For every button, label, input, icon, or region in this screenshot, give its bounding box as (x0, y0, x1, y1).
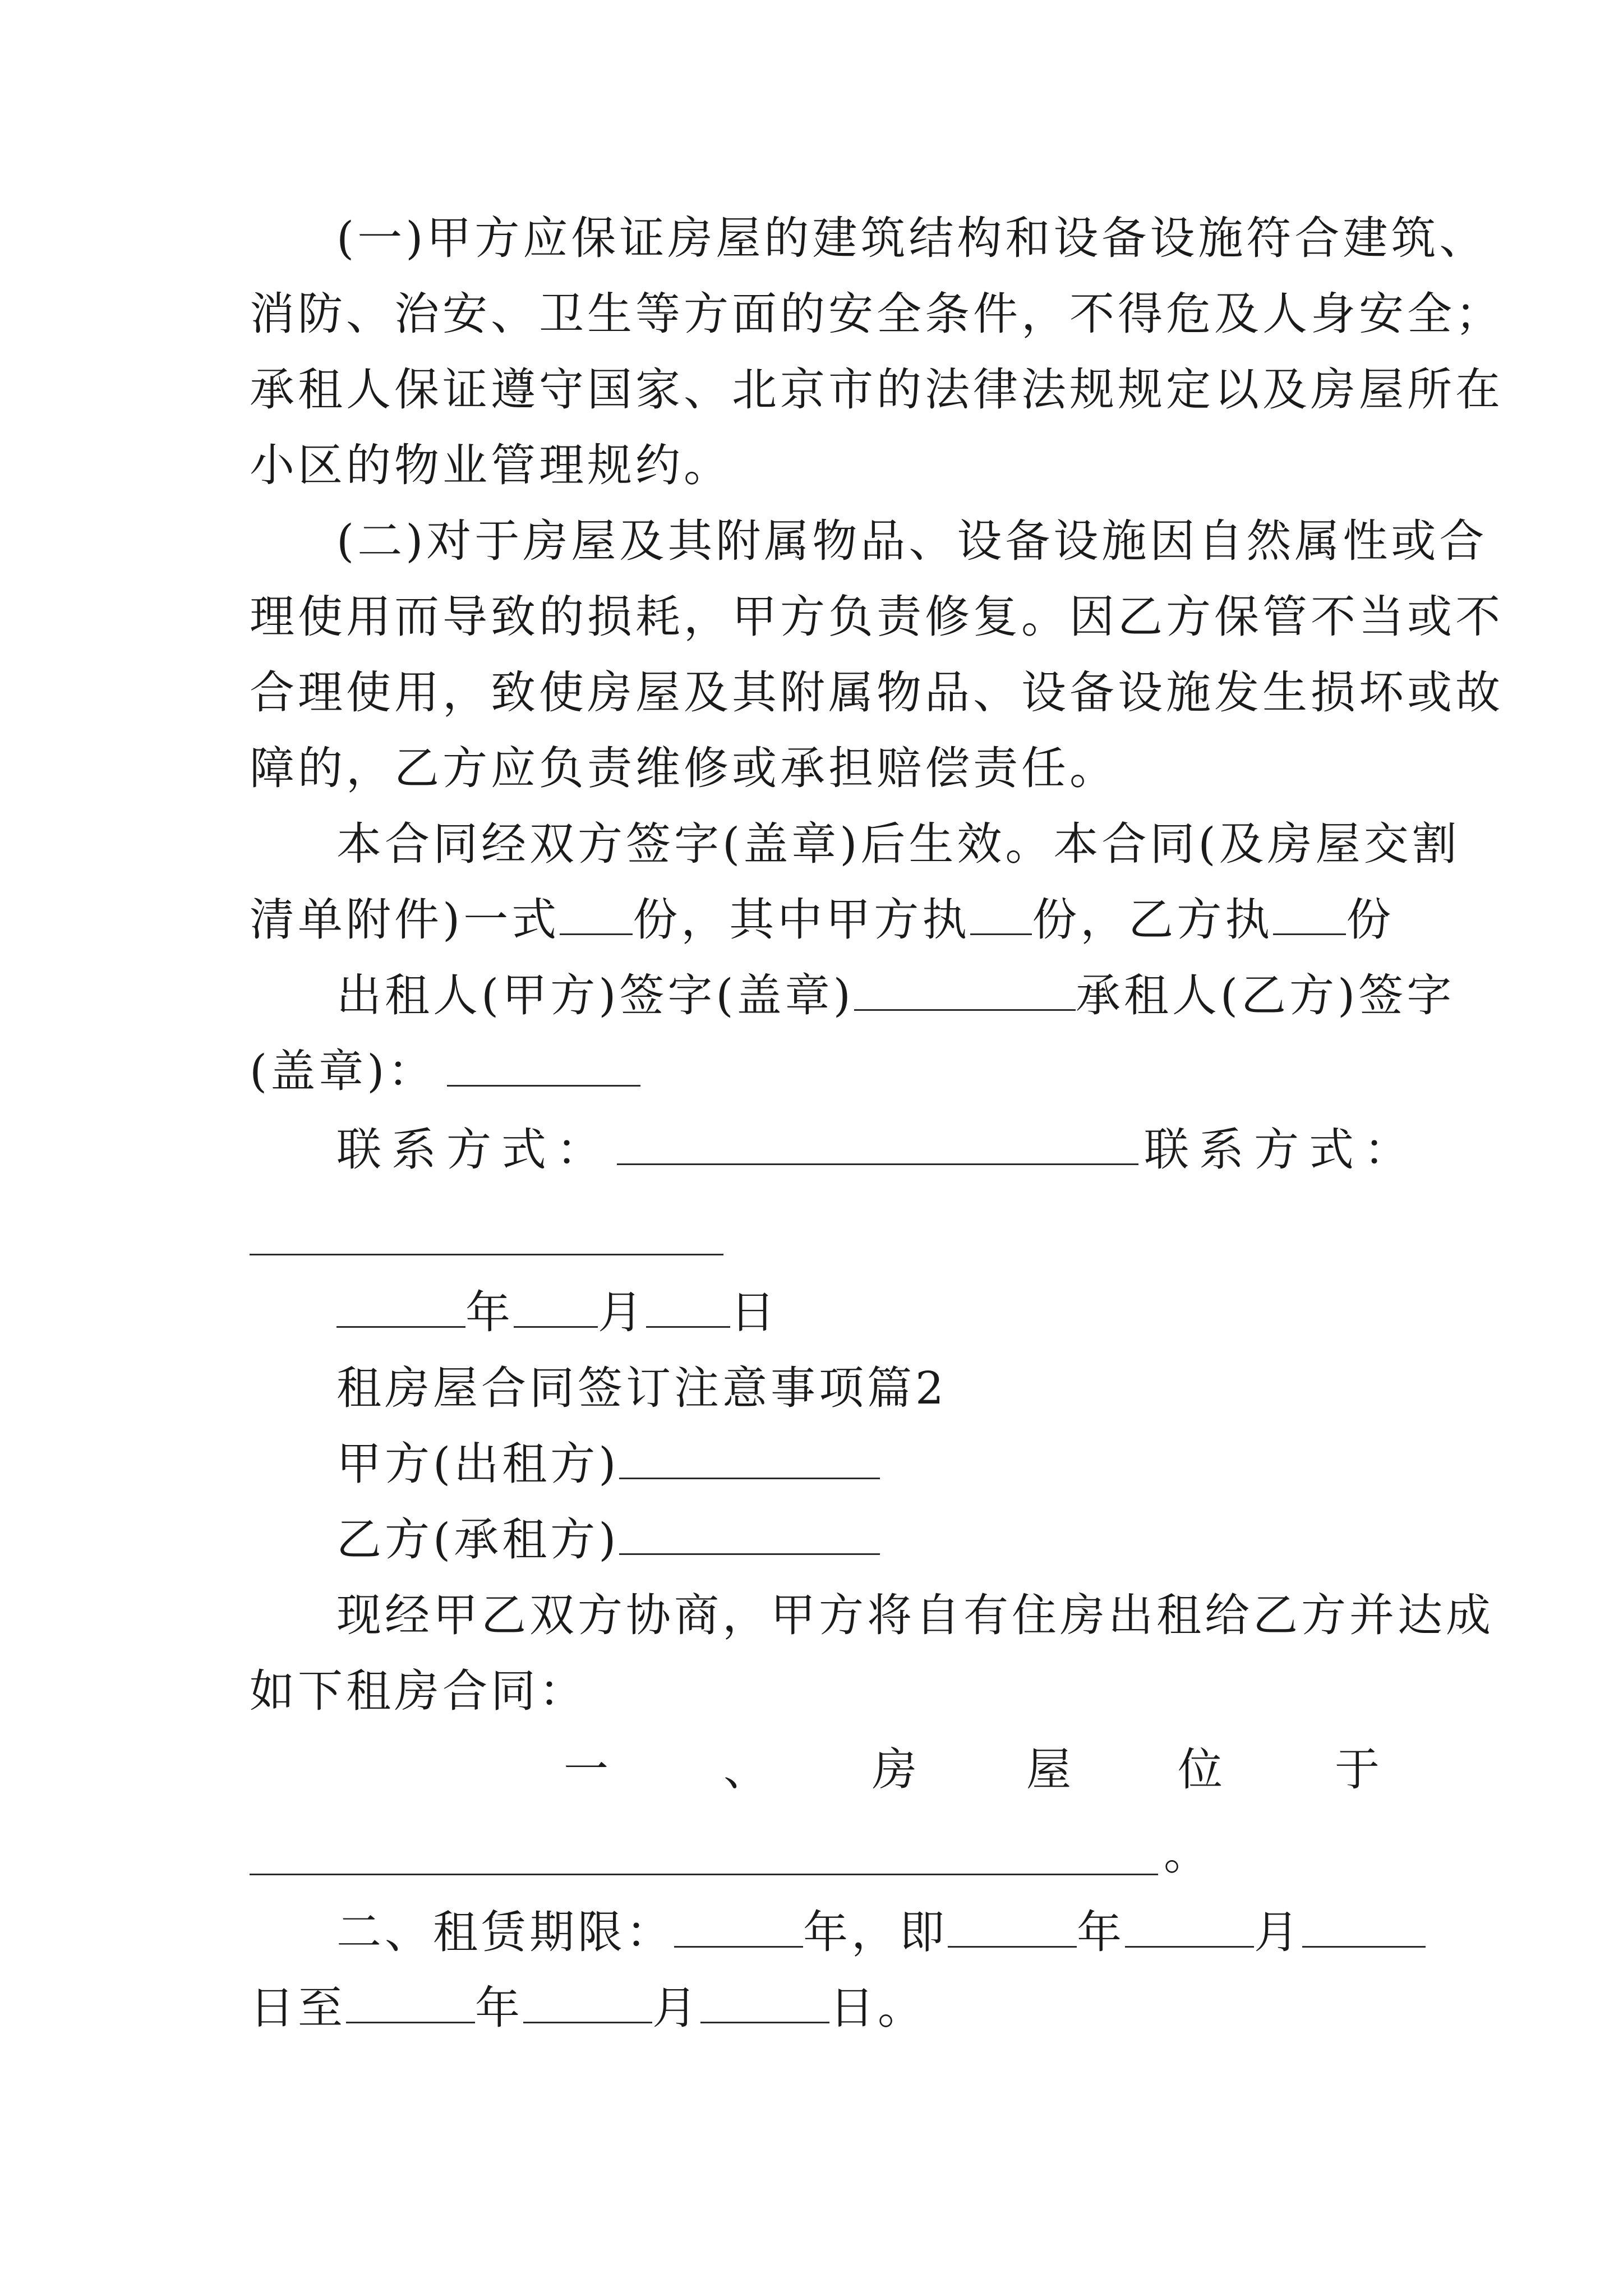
blank-copies-party-a[interactable] (970, 892, 1032, 935)
blank-copies[interactable] (560, 892, 633, 935)
text: 份，其中甲方执 (633, 894, 971, 946)
clause1-char: 位 (1178, 1743, 1223, 1796)
signature-line (336, 968, 1455, 1024)
lessee-label-cont: (盖章)： (250, 1045, 436, 1097)
text: 日至 (250, 1982, 346, 2034)
text: 合理使用，致使房屋及其附属物品、设备设施发生损坏或故 (250, 666, 1504, 719)
contact-label-right: 联系方式： (1144, 1124, 1419, 1176)
text: 小区的物业管理规约。 (250, 439, 732, 491)
paragraph-line (250, 1663, 1382, 1719)
party-b-line (336, 1512, 1382, 1568)
text: (二)对于房屋及其附属物品、设备设施因自然属性或合 (336, 515, 1488, 567)
day-blank[interactable] (646, 1285, 730, 1328)
text: 现经甲乙双方协商，甲方将自有住房出租给乙方并达成 (336, 1589, 1494, 1641)
lessor-label: 出租人(甲方)签字(盖章) (336, 969, 854, 1022)
text: (一)甲方应保证房屋的建筑结构和设备设施符合建筑、 (336, 212, 1488, 264)
lease-years-blank[interactable] (674, 1904, 803, 1948)
text: 理使用而导致的损耗，甲方负责修复。因乙方保管不当或不 (250, 591, 1504, 643)
paragraph-line (250, 438, 1382, 494)
day-label: 日 (730, 1286, 778, 1338)
contact-blank-right[interactable] (250, 1254, 723, 1255)
text: 年 (1077, 1906, 1125, 1958)
text: 本合同经双方签字(盖章)后生效。本合同(及房屋交割 (336, 818, 1460, 870)
party-a-blank[interactable] (619, 1436, 880, 1479)
paragraph-line (250, 892, 1395, 948)
lessor-signature-blank[interactable] (854, 968, 1076, 1011)
party-b-blank[interactable] (619, 1512, 880, 1555)
text: 如下租房合同： (250, 1665, 587, 1717)
paragraph-line (250, 589, 1504, 645)
text: 份，乙方执 (1032, 894, 1274, 946)
text: 份 (1346, 894, 1395, 946)
date-line (336, 1285, 1382, 1341)
text: 月 (652, 1982, 700, 2034)
party-a-label: 甲方(出租方) (336, 1438, 620, 1490)
paragraph-line (250, 665, 1504, 721)
signature-line (250, 1043, 1382, 1099)
address-blank[interactable] (250, 1874, 1158, 1875)
text: 清单附件)一式 (250, 894, 560, 946)
section-title (336, 1360, 1382, 1416)
end-month-blank[interactable] (523, 1980, 652, 2023)
month-blank[interactable] (514, 1285, 598, 1328)
party-b-label: 乙方(承租方) (336, 1513, 620, 1566)
paragraph-line (250, 286, 1504, 342)
text: 年 (475, 1982, 523, 2034)
text: 日。 (829, 1982, 926, 2034)
start-day-blank[interactable] (1302, 1904, 1426, 1948)
blank-copies-party-b[interactable] (1273, 892, 1346, 935)
month-label: 月 (598, 1286, 646, 1338)
year-blank[interactable] (336, 1285, 465, 1328)
lessee-signature-blank[interactable] (447, 1043, 640, 1087)
contact-label-left: 联系方式： (336, 1124, 611, 1176)
clause1-char: 屋 (1026, 1743, 1071, 1796)
clause1-char: 一 (564, 1743, 608, 1796)
text: 消防、治安、卫生等方面的安全条件，不得危及人身安全； (250, 288, 1504, 340)
paragraph-line (336, 816, 1460, 872)
text: 年，即 (803, 1906, 948, 1958)
start-year-blank[interactable] (948, 1904, 1077, 1948)
end-year-blank[interactable] (346, 1980, 475, 2023)
contact-blank-left[interactable] (617, 1122, 1138, 1165)
clause1-char: 、 (723, 1743, 768, 1796)
start-month-blank[interactable] (1125, 1904, 1254, 1948)
lease-term-line (336, 1904, 1382, 1961)
clause1-end: 。 (1164, 1828, 1209, 1880)
lease-term-line (250, 1980, 1382, 2036)
paragraph-line (336, 513, 1488, 569)
text: 租房屋合同签订注意事项篇2 (336, 1362, 947, 1414)
paragraph-line (250, 362, 1504, 418)
clause1-char: 于 (1335, 1743, 1380, 1796)
paragraph-line (336, 210, 1488, 266)
paragraph-line (336, 1588, 1494, 1644)
text: 承租人保证遵守国家、北京市的法律法规规定以及房屋所在 (250, 364, 1504, 416)
lessee-label: 承租人(乙方)签字 (1075, 969, 1455, 1022)
clause1-char: 房 (872, 1743, 917, 1796)
lease-term-label: 二、租赁期限： (336, 1906, 674, 1958)
party-a-line (336, 1436, 1382, 1492)
contact-line (336, 1122, 1419, 1178)
text: 月 (1254, 1906, 1302, 1958)
year-label: 年 (465, 1286, 514, 1338)
paragraph-line (250, 740, 1382, 797)
text: 障的，乙方应负责维修或承担赔偿责任。 (250, 742, 1118, 794)
end-day-blank[interactable] (700, 1980, 829, 2023)
